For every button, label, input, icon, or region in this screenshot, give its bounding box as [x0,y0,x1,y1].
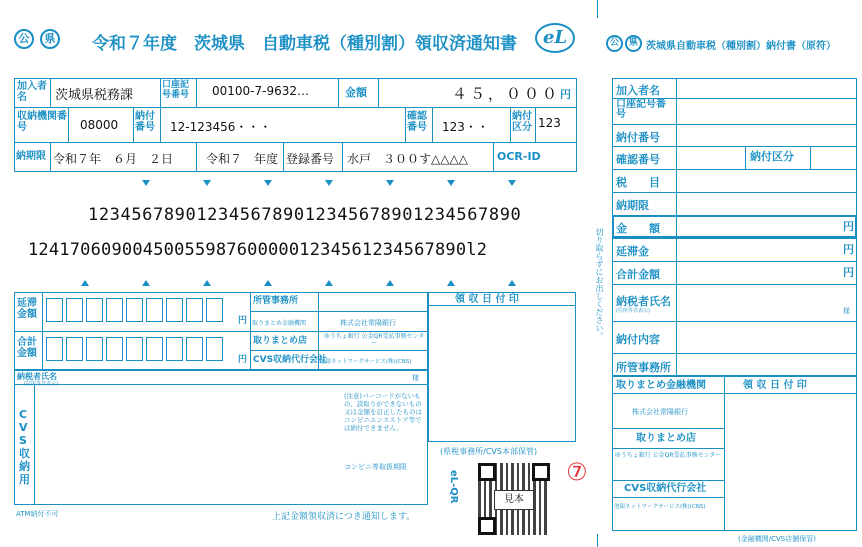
receipt-bank-name: 株式会社常陽銀行 [632,408,688,416]
marker-down-icon [264,180,272,186]
receipt-row-kanyusha: 加入者名 [616,84,660,97]
nozeisha-sama: 様 [412,374,419,382]
ryoshu-stamp-label: 領 収 日 付 印 [455,294,519,305]
receipt-torimatome-ten: 取りまとめ店 [636,433,696,444]
receipt-sama: 様 [843,307,850,315]
receipt-row-naiyo: 納付内容 [616,333,660,346]
marker-down-icon [142,180,150,186]
kingaku-label: 金額 [345,86,367,99]
ko-circle-icon: 公 [14,29,34,49]
gokei-yen: 円 [238,355,248,365]
marker-down-icon [447,180,455,186]
receipt-row-gokei: 合計金額 [616,268,660,281]
kouza-label: 口座記号番号 [162,80,190,100]
cvs-vertical-label: CVS収納用 [19,408,30,486]
marker-up-icon [508,280,516,286]
receipt-nozeisha-sub: (住所等非表示) [616,308,650,314]
ken-circle-icon: 県 [40,29,60,49]
yucho-label: ゆうちょ銀行 公金QR受払事務センター [323,333,425,347]
nozeisha-label: 納税者氏名 [17,372,57,381]
mihon-label: 見本 [494,490,534,510]
ocr-label: OCR-ID [497,150,541,163]
receipt-row-zeimoku: 税 目 [616,176,660,189]
cvs-area [14,370,428,505]
receipt-yen-1: 円 [843,220,854,233]
kubun-label: 納付区分 [512,111,532,133]
kingaku-yen: 円 [560,88,571,101]
kingaku-value: ４５，０００ [452,85,561,103]
kouza-value: 00100-7-9632… [212,84,310,98]
entai-label: 延滞金額 [17,298,37,320]
receipt-yen-2: 円 [843,243,854,256]
form-title: 令和７年度 茨城県 自動車税（種別割）領収済通知書 [92,34,517,54]
receipt-row-kingaku: 金 額 [616,222,660,235]
shuno-value: 08000 [80,118,119,132]
nofu-label: 納付番号 [135,111,155,133]
marker-up-icon [447,280,455,286]
stamp-foot: (県税事務所/CVS本部保管) [440,447,538,456]
toroku-value: 水戸 ３００す△△△△ [347,152,468,166]
ko-circle-icon: 公 [606,35,623,52]
qr-finder-icon [478,463,496,481]
foot-notice: 上記金額領収済につき通知します。 [272,512,416,522]
kakunin-label: 確認番号 [407,111,427,133]
gokei-label: 合計金額 [17,337,37,359]
receipt-row-kakunin: 確認番号 [616,153,660,166]
qr-finder-icon [532,463,550,481]
marker-up-icon [203,280,211,286]
marker-down-icon [325,180,333,186]
marker-down-icon [203,180,211,186]
torimatome-ten-label: 取りまとめ店 [253,336,308,346]
shokan-label: 所管事務所 [253,296,299,306]
marker-down-icon [386,180,394,186]
nozeisha-sub: (住所等非表示) [24,381,58,387]
cvs-agent-name: 池銀ネットワークサービス(株)(CNS) [320,359,412,365]
el-logo: eL [535,23,575,53]
receipt-cvs-agent: CVS収納代行会社 [624,483,707,494]
marker-up-icon [142,280,150,286]
receipt-row-shokan: 所管事務所 [616,361,671,374]
marker-up-icon [81,280,89,286]
receipt-yen-3: 円 [843,266,854,279]
receipt-row-kigen: 納期限 [616,199,649,212]
receipt-title: 茨城県自動車税（種別割）納付書（原符） [646,41,836,52]
kakunin-value: 123・・ [442,120,489,134]
cut-note: 切り取らずにお出しください。 [595,228,604,340]
entai-yen: 円 [238,316,248,326]
receipt-torimatome-kikan: 取りまとめ金融機関 [616,380,706,391]
bank-name: 株式会社常陽銀行 [340,319,396,327]
marker-up-icon [325,280,333,286]
receipt-row-nofu: 納付番号 [616,131,660,144]
kigen-label: 納期限 [16,151,46,162]
nendo-value: 令和７ 年度 [206,152,279,166]
receipt-yucho: ゆうちょ銀行 公金QR受払事務センター [614,452,722,459]
marker-up-icon [386,280,394,286]
atm-label: ATM納付不可 [16,510,59,518]
receipt-stamp-foot: (金融機関/CVS店舗保管) [738,535,816,543]
ken-circle-icon: 県 [625,35,642,52]
el-qr-label: eL-QR [448,470,459,504]
qr-finder-icon [478,517,496,535]
cvs-agent-label: CVS収納代行会社 [253,355,328,365]
ocr-line-1: 1234567890123456789012345678901234567890 [88,205,522,225]
torimatome-kikan-label: 取りまとめ金融機関 [252,320,307,327]
receipt-kubun: 納付区分 [750,150,794,163]
ryoshu-stamp-box [428,292,576,442]
kubun-value: 123 [538,116,561,130]
kigen-value: 令和７年 ６月 ２日 [53,152,174,166]
receipt-row-entai: 延滞金 [616,245,649,258]
ocr-line-2: 124170609004500559876000001234561234567890l2 [28,240,488,260]
receipt-cvs-agent-name: 池銀ネットワークサービス(株)(CNS) [614,504,706,510]
kanyusha-value: 茨城県税務課 [55,88,134,103]
circle-number-7: ⑦ [566,458,588,486]
conv-stamp-label: コンビニ等取扱期限 [344,463,407,471]
marker-up-icon [264,280,272,286]
cvs-note: (注意)バーコードがないもの、読取りができないもの又は金額を訂正したものはコンビニエンスストア等では納付できません。 [344,392,422,432]
receipt-row-nozeisha: 納税者氏名 [616,295,671,308]
marker-down-icon [508,180,516,186]
nofu-value: 12-123456・・・ [170,120,272,134]
receipt-row-kouza: 口座記号番号 [616,99,666,120]
receipt-ryoshu-stamp: 領 収 日 付 印 [743,380,807,391]
shuno-label: 収納機関番号 [17,111,67,133]
kanyusha-label: 加入者名 [17,81,47,103]
toroku-label: 登録番号 [286,152,335,166]
